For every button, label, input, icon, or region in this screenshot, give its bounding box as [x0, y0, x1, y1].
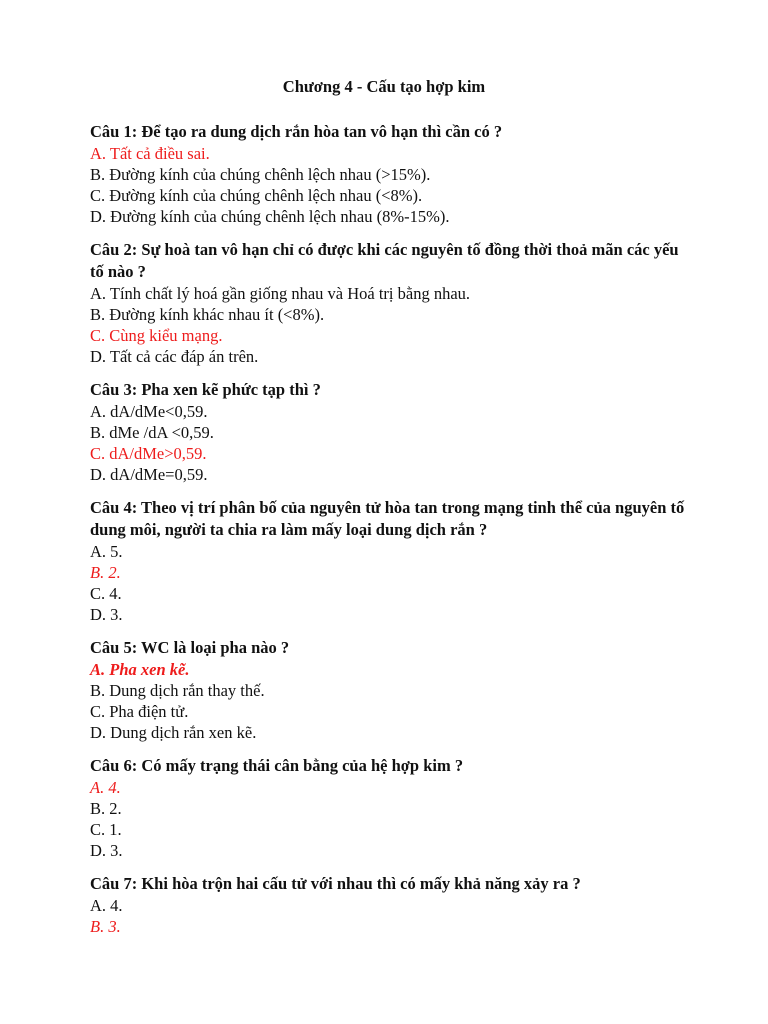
- answer-option-correct: C. dA/dMe>0,59.: [90, 444, 207, 463]
- answer-option-correct: C. Cùng kiểu mạng.: [90, 326, 223, 345]
- question-prompt: Có mấy trạng thái cân bằng của hệ hợp kim ?: [141, 756, 464, 775]
- answer-option: B. Dung dịch rắn thay thế.: [90, 681, 265, 700]
- question-text: [90, 755, 690, 777]
- answer-option: A. dA/dMe<0,59.: [90, 402, 208, 421]
- question-7: [90, 873, 690, 937]
- answer-option: D. Dung dịch rắn xen kẽ.: [90, 723, 257, 742]
- question-prompt: Pha xen kẽ phức tạp thì ?: [141, 380, 321, 399]
- question-6: [90, 755, 690, 861]
- answer-option: A. 4.: [90, 896, 123, 915]
- page-title: Chương 4 - Cấu tạo hợp kim: [282, 77, 486, 96]
- answer-option: C. Đường kính của chúng chênh lệch nhau (<8%).: [90, 186, 423, 205]
- answer-option: D. Tất cả các đáp án trên.: [90, 347, 259, 366]
- question-prompt: WC là loại pha nào ?: [141, 638, 290, 657]
- question-prompt: Theo vị trí phân bố của nguyên tử hòa tan trong mạng tinh thể của nguyên tố dung môi, người ta chia ra làm mấy loại dung dịch rắn ?: [90, 498, 685, 539]
- answer-option: C. 4.: [90, 584, 122, 603]
- question-text: [90, 497, 690, 541]
- answer-option: B. 2.: [90, 799, 122, 818]
- question-label: Câu 2:: [90, 240, 138, 259]
- answer-option-correct: A. Tất cả điều sai.: [90, 144, 210, 163]
- answer-option-correct: B. 3.: [90, 917, 121, 936]
- question-label: Câu 7:: [90, 874, 138, 893]
- question-3: [90, 379, 690, 485]
- question-label: Câu 4:: [90, 498, 138, 517]
- answer-option: A. 5.: [90, 542, 123, 561]
- question-label: Câu 3:: [90, 380, 138, 399]
- question-text: [90, 121, 690, 143]
- answer-option: B. dMe /dA <0,59.: [90, 423, 214, 442]
- question-prompt: Để tạo ra dung dịch rắn hòa tan vô hạn thì cần có ?: [141, 122, 503, 141]
- answer-option: D. 3.: [90, 605, 123, 624]
- answer-option-correct: A. 4.: [90, 778, 121, 797]
- answer-option: D. Đường kính của chúng chênh lệch nhau (8%-15%).: [90, 207, 450, 226]
- answer-option-correct: B. 2.: [90, 563, 121, 582]
- question-label: Câu 5:: [90, 638, 138, 657]
- question-prompt: Sự hoà tan vô hạn chỉ có được khi các nguyên tố đồng thời thoả mãn các yếu tố nào ?: [90, 240, 679, 281]
- question-prompt: Khi hòa trộn hai cấu tử với nhau thì có mấy khả năng xảy ra ?: [141, 874, 581, 893]
- answer-option: C. Pha điện tử.: [90, 702, 189, 721]
- question-2: [90, 239, 690, 367]
- question-label: Câu 6:: [90, 756, 138, 775]
- answer-option-correct: A. Pha xen kẽ.: [90, 660, 190, 679]
- question-1: [90, 121, 690, 227]
- question-label: Câu 1:: [90, 122, 138, 141]
- answer-option: D. 3.: [90, 841, 123, 860]
- answer-option: B. Đường kính khác nhau ít (<8%).: [90, 305, 325, 324]
- question-text: [90, 379, 690, 401]
- question-4: [90, 497, 690, 625]
- answer-option: C. 1.: [90, 820, 122, 839]
- answer-option: D. dA/dMe=0,59.: [90, 465, 208, 484]
- question-5: [90, 637, 690, 743]
- question-text: [90, 239, 690, 283]
- answer-option: B. Đường kính của chúng chênh lệch nhau (>15%).: [90, 165, 431, 184]
- question-text: [90, 873, 690, 895]
- question-text: [90, 637, 690, 659]
- question-list: [90, 121, 690, 949]
- answer-option: A. Tính chất lý hoá gần giống nhau và Hoá trị bằng nhau.: [90, 284, 471, 303]
